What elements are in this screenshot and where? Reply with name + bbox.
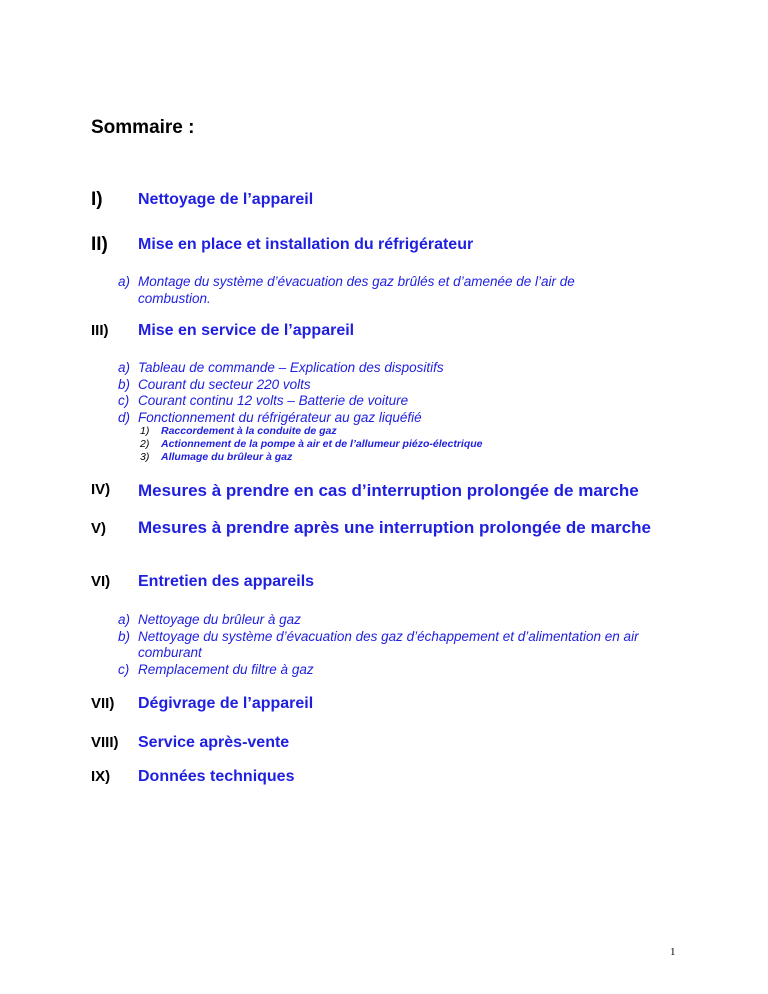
section-label[interactable]: Dégivrage de l’appareil bbox=[138, 695, 314, 712]
item-letter: a) bbox=[118, 274, 131, 289]
page-number: 1 bbox=[670, 946, 676, 958]
section-number: II) bbox=[91, 234, 108, 255]
list-item[interactable] bbox=[140, 438, 483, 451]
section-3-items bbox=[118, 360, 444, 426]
item-letter: b) bbox=[118, 376, 131, 392]
section-label[interactable]: Service après-vente bbox=[138, 734, 290, 751]
list-item[interactable] bbox=[118, 393, 444, 410]
item-text: Actionnement de la pompe à air et de l’allumeur piézo-électrique bbox=[161, 438, 483, 450]
section-number: V) bbox=[91, 520, 106, 537]
toc-section-5[interactable] bbox=[91, 517, 651, 539]
item-number: 3) bbox=[140, 451, 150, 463]
section-label[interactable]: Entretien des appareils bbox=[138, 573, 315, 590]
section-label[interactable]: Mesures à prendre après une interruption prolongée de marche bbox=[138, 518, 651, 537]
item-text: Nettoyage du brûleur à gaz bbox=[138, 612, 301, 627]
section-label[interactable]: Mesures à prendre en cas d’interruption prolongée de marche bbox=[138, 481, 639, 500]
section-number: VI) bbox=[91, 573, 111, 590]
item-text: Remplacement du filtre à gaz bbox=[138, 661, 314, 677]
item-letter: c) bbox=[118, 393, 130, 408]
section-label[interactable]: Mise en service de l’appareil bbox=[138, 322, 355, 339]
section-number: III) bbox=[91, 322, 109, 339]
list-item[interactable] bbox=[118, 274, 648, 307]
list-item[interactable] bbox=[118, 360, 444, 377]
item-text: Courant du secteur 220 volts bbox=[138, 376, 311, 392]
section-label[interactable]: Mise en place et installation du réfrigérateur bbox=[138, 236, 474, 253]
section-number: VIII) bbox=[91, 734, 119, 751]
item-number: 1) bbox=[140, 425, 150, 437]
item-text: Fonctionnement du réfrigérateur au gaz liquéfié bbox=[138, 409, 422, 425]
list-item[interactable] bbox=[118, 662, 648, 679]
item-letter: d) bbox=[118, 409, 131, 425]
item-letter: c) bbox=[118, 661, 130, 677]
section-label[interactable]: Données techniques bbox=[138, 768, 295, 785]
item-text: Allumage du brûleur à gaz bbox=[161, 451, 293, 463]
item-text: Montage du système d’évacuation des gaz brûlés et d’amenée de l’air de combustion. bbox=[138, 274, 575, 306]
section-label[interactable]: Nettoyage de l’appareil bbox=[138, 191, 314, 208]
item-letter: a) bbox=[118, 360, 131, 375]
section-2-items bbox=[118, 274, 648, 307]
page-title: Sommaire : bbox=[91, 117, 195, 138]
item-text: Tableau de commande – Explication des dispositifs bbox=[138, 360, 444, 375]
list-item[interactable] bbox=[118, 410, 444, 427]
section-3-subitems bbox=[140, 425, 483, 464]
list-item[interactable] bbox=[140, 425, 483, 438]
section-number: IX) bbox=[91, 768, 111, 785]
item-number: 2) bbox=[140, 438, 150, 450]
item-letter: a) bbox=[118, 612, 131, 627]
item-letter: b) bbox=[118, 628, 131, 644]
list-item[interactable] bbox=[118, 629, 648, 662]
item-text: Raccordement à la conduite de gaz bbox=[161, 425, 337, 437]
list-item[interactable] bbox=[118, 612, 648, 629]
section-number: VII) bbox=[91, 695, 115, 712]
section-6-items bbox=[118, 612, 648, 678]
section-number: I) bbox=[91, 189, 103, 210]
section-number: IV) bbox=[91, 481, 111, 498]
item-text: Nettoyage du système d’évacuation des gaz d’échappement et d’alimentation en air comburant bbox=[138, 628, 639, 660]
item-text: Courant continu 12 volts – Batterie de voiture bbox=[138, 393, 409, 408]
list-item[interactable] bbox=[140, 451, 483, 464]
list-item[interactable] bbox=[118, 377, 444, 394]
